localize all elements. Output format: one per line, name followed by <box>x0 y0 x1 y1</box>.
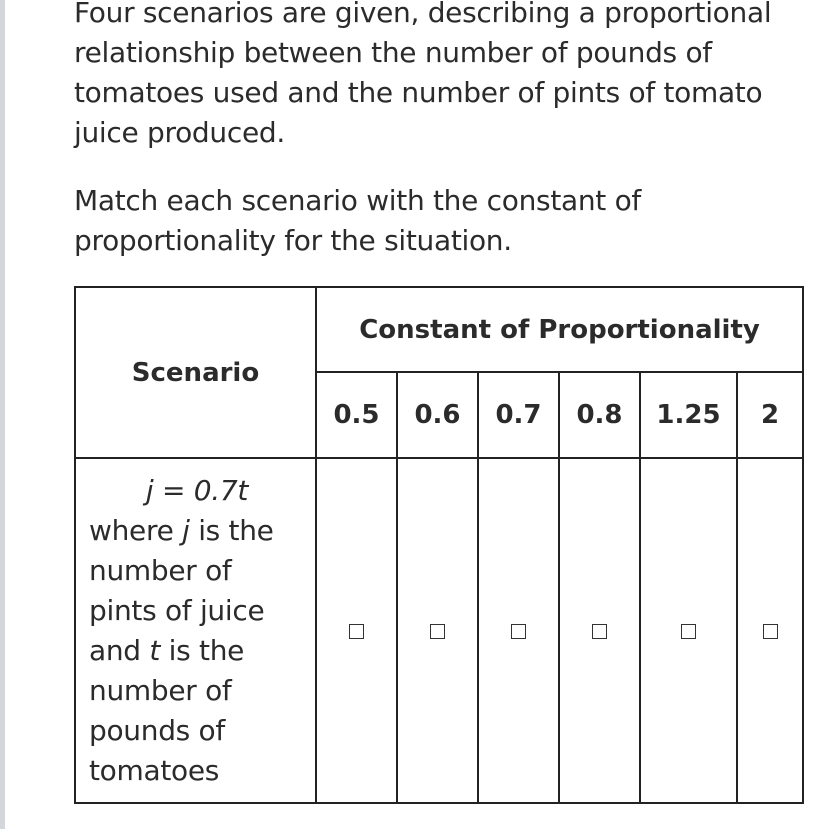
value-header-0-7: 0.7 <box>478 372 559 458</box>
choice-cell-0-8 <box>559 458 640 803</box>
scenario-equation: j = 0.7t <box>145 473 249 507</box>
checkbox-2[interactable] <box>763 624 778 639</box>
table-row <box>75 458 803 803</box>
variable-j: j <box>182 513 190 547</box>
value-header-0-5: 0.5 <box>316 372 397 458</box>
checkbox-0-5[interactable] <box>349 624 364 639</box>
choice-cell-0-6 <box>397 458 478 803</box>
desc-part: is the number of pounds of tomatoes <box>89 633 245 787</box>
choice-cell-1-25 <box>640 458 737 803</box>
value-header-0-6: 0.6 <box>397 372 478 458</box>
intro-text: Four scenarios are given, describing a proportional relationship between the number of pounds of tomatoes used and the number of pints of tomato juice produced. <box>74 0 772 149</box>
constant-header: Constant of Proportionality <box>316 287 803 372</box>
desc-part: where <box>89 513 183 547</box>
choice-cell-2 <box>737 458 803 803</box>
scenario-cell <box>75 458 316 803</box>
checkbox-0-8[interactable] <box>592 624 607 639</box>
scenario-header: Scenario <box>75 287 316 458</box>
instruction-text: Match each scenario with the constant of proportionality for the situation. <box>74 184 641 257</box>
checkbox-1-25[interactable] <box>681 624 696 639</box>
value-header-0-8: 0.8 <box>559 372 640 458</box>
choice-cell-0-5 <box>316 458 397 803</box>
scenario-description <box>89 511 305 791</box>
left-border <box>0 0 5 829</box>
matching-table <box>74 286 804 804</box>
choice-cell-0-7 <box>478 458 559 803</box>
checkbox-0-6[interactable] <box>430 624 445 639</box>
value-header-2: 2 <box>737 372 803 458</box>
desc-part: is the number of pints of juice and <box>89 513 274 667</box>
value-header-1-25: 1.25 <box>640 372 737 458</box>
checkbox-0-7[interactable] <box>511 624 526 639</box>
variable-t: t <box>149 633 161 667</box>
